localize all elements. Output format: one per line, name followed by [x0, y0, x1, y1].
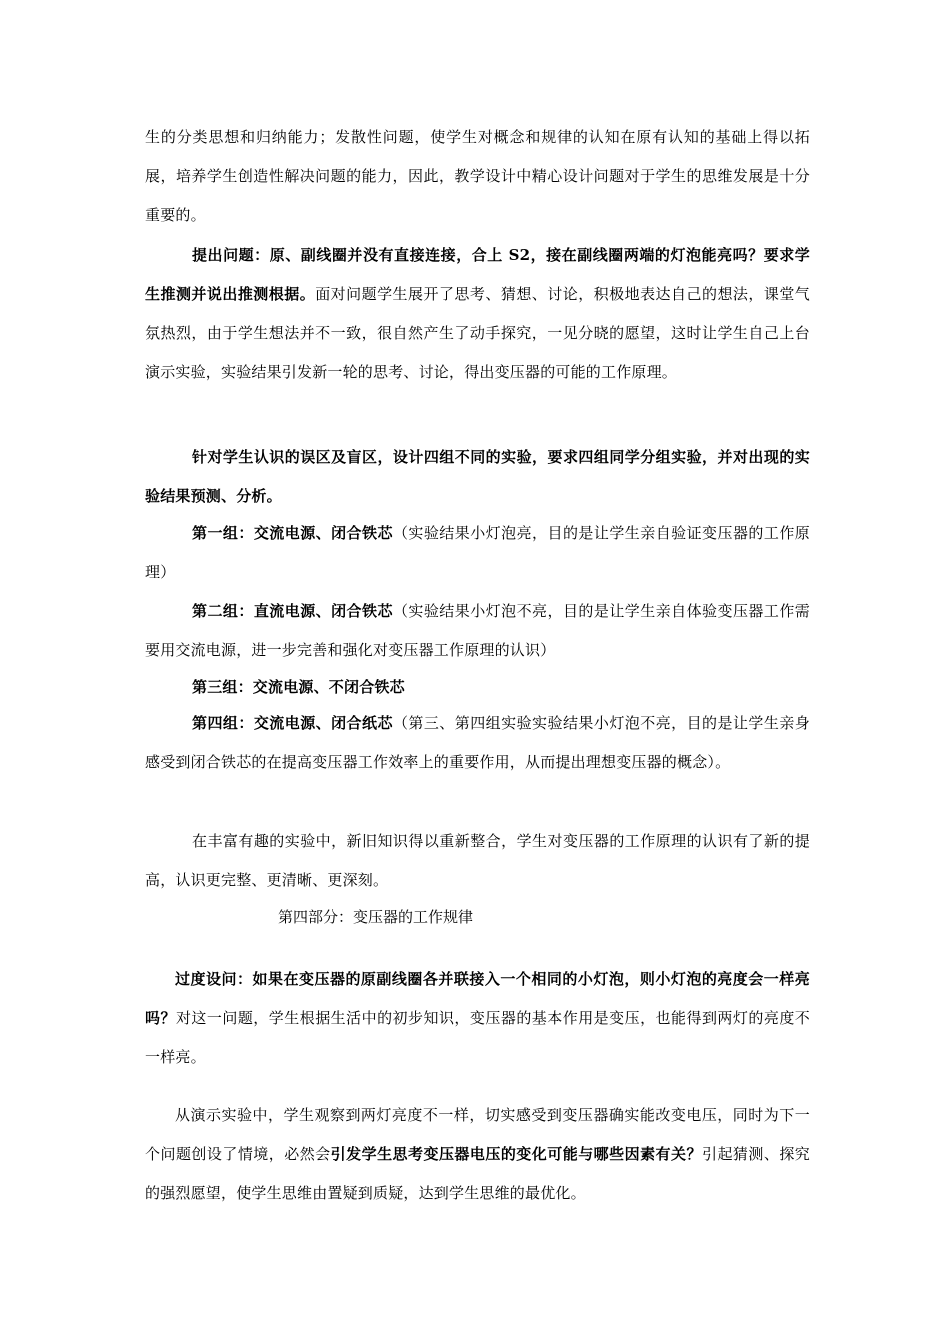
group-1	[145, 514, 810, 592]
paragraph-1	[145, 118, 810, 235]
paragraph-4-text: 在丰富有趣的实验中，新旧知识得以重新整合，学生对变压器的工作原理的认识有了新的提高，认识更完整、更清晰、更深刻。	[145, 832, 810, 889]
group-3	[145, 668, 810, 707]
paragraph-6-text-b: 引起猜测、探究的强烈愿望，使学生思维由置疑到质疑，达到学生思维的最优化。	[145, 1145, 810, 1202]
group-4-bold: 第四组：交流电源、闭合纸芯	[192, 714, 393, 732]
paragraph-2-bold: 提出问题：原、副线圈并没有直接连接，合上 S2，接在副线圈两端的灯泡能亮吗？要求学生推测并说出推测根据。	[145, 246, 810, 303]
paragraph-3-bold: 针对学生认识的误区及盲区，设计四组不同的实验，要求四组同学分组实验，并对出现的实验结果预测、分析。	[145, 448, 810, 505]
group-2	[145, 592, 810, 670]
group-1-bold: 第一组：交流电源、闭合铁芯	[192, 524, 393, 542]
paragraph-2-text: 面对问题学生展开了思考、猜想、讨论，积极地表达自己的想法，课堂气氛热烈，由于学生想法并不一致，很自然产生了动手探究，一见分晓的愿望，这时让学生自己上台演示实验，实验结果引发新一轮的思考、讨论，得出变压器的可能的工作原理。	[145, 285, 810, 381]
paragraph-6	[145, 1096, 810, 1213]
paragraph-5	[145, 960, 810, 1077]
group-1-text: （实验结果小灯泡亮，目的是让学生亲自验证变压器的工作原理）	[145, 524, 810, 581]
paragraph-2	[145, 236, 810, 392]
section-title: 第四部分：变压器的工作规律	[278, 908, 474, 926]
paragraph-6-bold: 引发学生思考变压器电压的变化可能与哪些因素有关？	[330, 1145, 702, 1163]
paragraph-1-text: 生的分类思想和归纳能力；发散性问题，使学生对概念和规律的认知在原有认知的基础上得以拓展，培养学生创造性解决问题的能力，因此，教学设计中精心设计问题对于学生的思维发展是十分重要的。	[145, 128, 810, 224]
group-2-text: （实验结果小灯泡不亮，目的是让学生亲自体验变压器工作需要用交流电源，进一步完善和强化对变压器工作原理的认识）	[145, 602, 810, 659]
group-4	[145, 704, 810, 782]
paragraph-4	[145, 822, 810, 900]
paragraph-5-bold: 过度设问：如果在变压器的原副线圈各并联接入一个相同的小灯泡，则小灯泡的亮度会一样亮吗？	[145, 970, 810, 1027]
paragraph-5-text: 对这一问题，学生根据生活中的初步知识，变压器的基本作用是变压，也能得到两灯的亮度不一样亮。	[145, 1009, 810, 1066]
group-3-bold: 第三组：交流电源、不闭合铁芯	[192, 678, 405, 696]
group-4-text: （第三、第四组实验实验结果小灯泡不亮，目的是让学生亲身感受到闭合铁芯的在提高变压器工作效率上的重要作用，从而提出理想变压器的概念）。	[145, 714, 810, 771]
paragraph-6-text-a: 从演示实验中，学生观察到两灯亮度不一样，切实感受到变压器确实能改变电压，同时为下一个问题创设了情境，必然会	[145, 1106, 810, 1163]
paragraph-3	[145, 438, 810, 516]
group-2-bold: 第二组：直流电源、闭合铁芯	[192, 602, 393, 620]
